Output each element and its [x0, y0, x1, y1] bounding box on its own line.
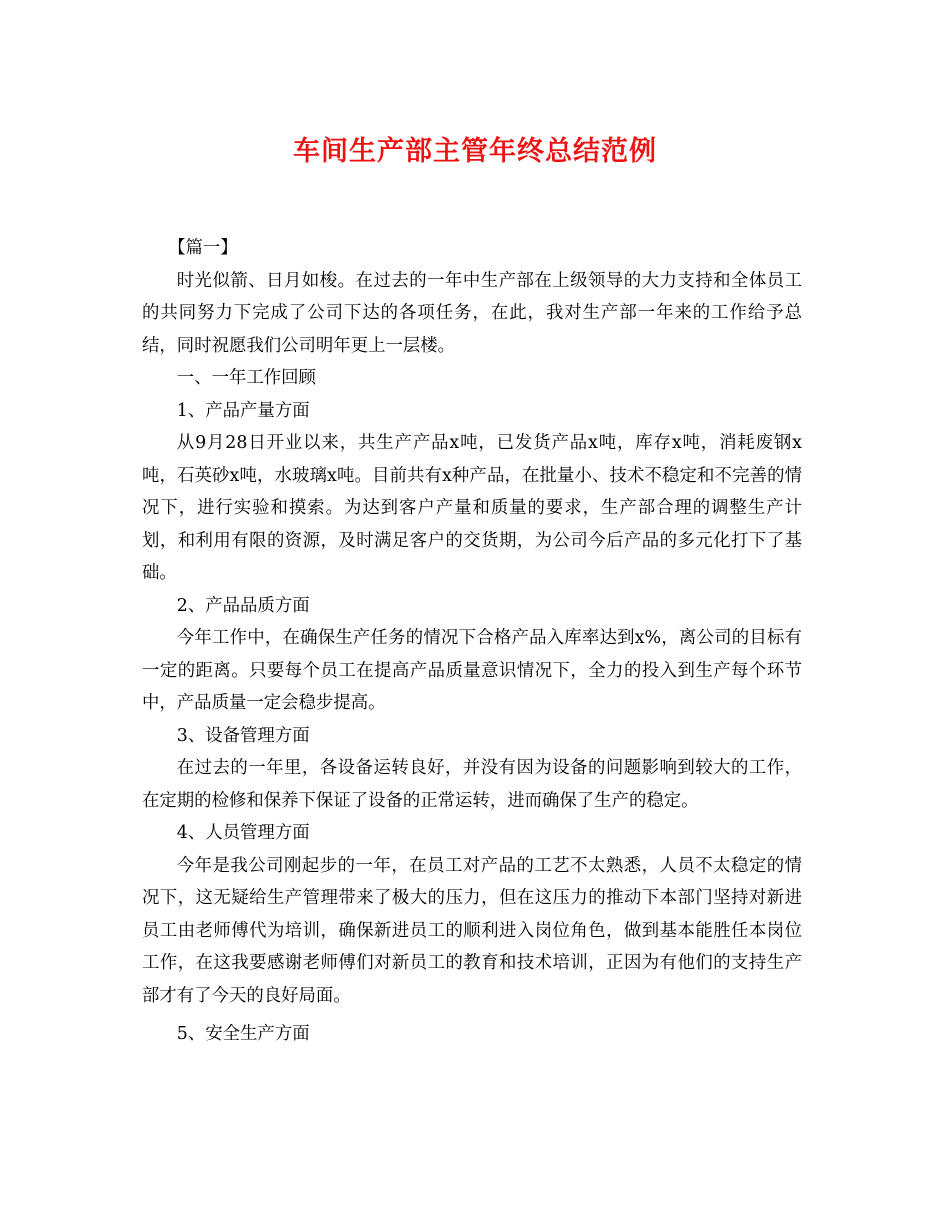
- document-body: [142, 232, 802, 1051]
- section-label: 【篇一】: [168, 238, 238, 258]
- heading-product-quality: 2、产品品质方面: [176, 595, 310, 616]
- paragraph-personnel-management: 今年是我公司刚起步的一年，在员工对产品的工艺不太熟悉，人员不太稳定的情况下，这无疑给生产管理带来了极大的压力，但在这压力的推动下本部门坚持对新进员工由老师傅代为培训，确保新进员工的顺利进入岗位角色，做到基本能胜任本岗位工作，在这我要感谢老师傅们对新员工的教育和技术培训，正因为有他们的支持生产部才有了今天的良好局面。: [142, 855, 802, 1006]
- paragraph-equipment-management: 在过去的一年里，各设备运转良好，并没有因为设备的问题影响到较大的工作，在定期的检修和保养下保证了设备的正常运转，进而确保了生产的稳定。: [142, 758, 802, 811]
- paragraph-intro: 时光似箭、日月如梭。在过去的一年中生产部在上级领导的大力支持和全体员工的共同努力下完成了公司下达的各项任务，在此，我对生产部一年来的工作给予总结，同时祝愿我们公司明年更上一层楼。: [142, 270, 802, 356]
- heading-product-output: 1、产品产量方面: [176, 400, 310, 421]
- heading-year-review: 一、一年工作回顾: [176, 368, 316, 388]
- heading-equipment-management: 3、设备管理方面: [176, 725, 310, 746]
- paragraph-product-quality: 今年工作中，在确保生产任务的情况下合格产品入库率达到x%，离公司的目标有一定的距离。只要每个员工在提高产品质量意识情况下，全力的投入到生产每个环节中，产品质量一定会稳步提高。: [142, 628, 802, 713]
- heading-personnel-management: 4、人员管理方面: [176, 823, 310, 843]
- paragraph-product-output: 从9月28日开业以来，共生产产品x吨，已发货产品x吨，库存x吨，消耗废钢x吨，石英砂x吨，水玻璃x吨。目前共有x种产品，在批量小、技术不稳定和不完善的情况下，进行实验和摸索。为达到客户产量和质量的要求，生产部合理的调整生产计划，和利用有限的资源，及时满足客户的交货期，为公司今后产品的多元化打下了基础。: [142, 433, 802, 583]
- heading-safety-production: 5、安全生产方面: [176, 1024, 310, 1044]
- document-title: 车间生产部主管年终总结范例: [293, 136, 657, 167]
